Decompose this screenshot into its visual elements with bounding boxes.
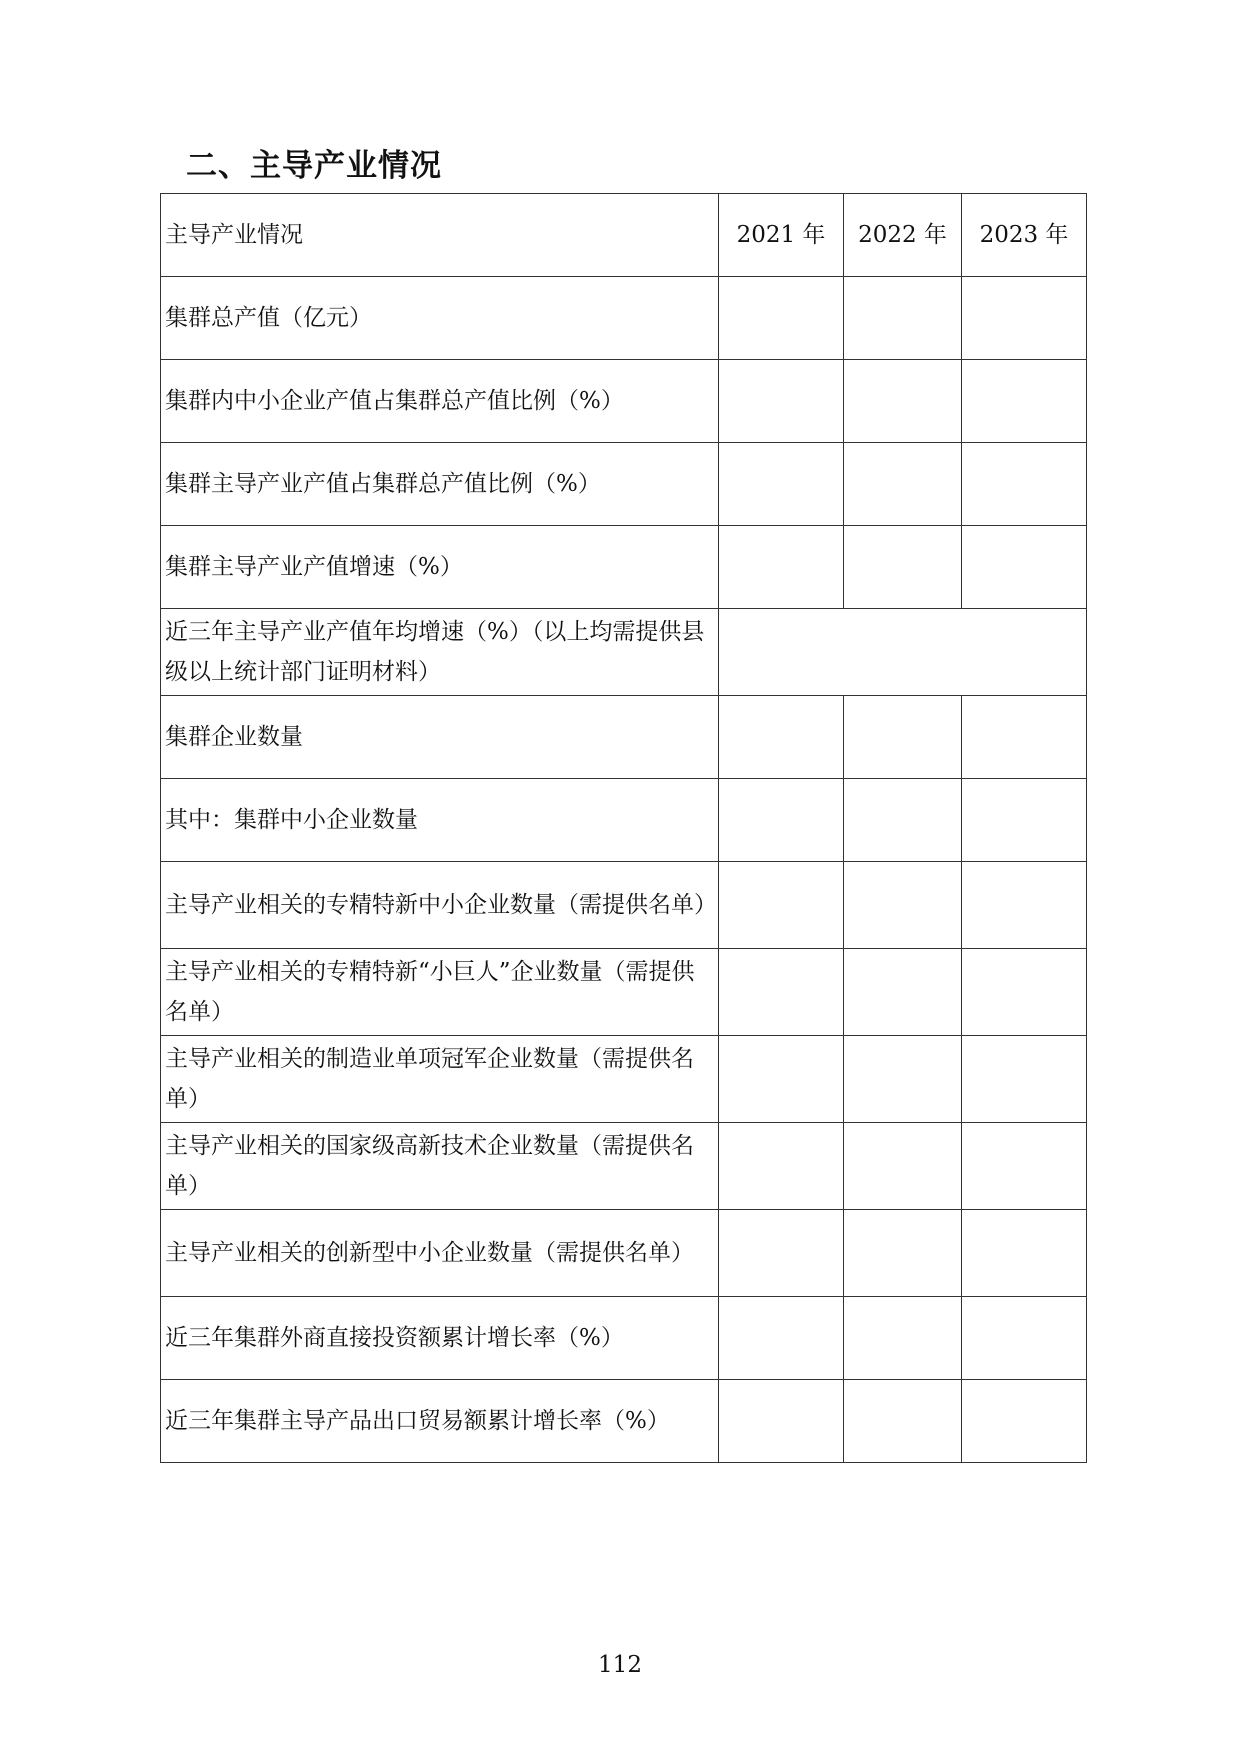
table-row xyxy=(161,1036,1087,1123)
value-cell-2021[interactable] xyxy=(719,1380,844,1463)
page-number: 112 xyxy=(598,1652,642,1678)
value-cell-2023[interactable] xyxy=(962,949,1087,1036)
table-row xyxy=(161,779,1087,862)
table-row-merged xyxy=(161,609,1087,696)
value-cell-2022[interactable] xyxy=(844,696,962,779)
value-cell-2022[interactable] xyxy=(844,779,962,862)
row-label: 近三年集群外商直接投资额累计增长率（%） xyxy=(161,1297,719,1380)
value-cell-2023[interactable] xyxy=(962,1210,1087,1297)
value-cell-2022[interactable] xyxy=(844,443,962,526)
value-cell-2021[interactable] xyxy=(719,1036,844,1123)
value-cell-2021[interactable] xyxy=(719,862,844,949)
row-label: 集群主导产业产值占集群总产值比例（%） xyxy=(161,443,719,526)
row-label: 集群总产值（亿元） xyxy=(161,277,719,360)
value-cell-2021[interactable] xyxy=(719,779,844,862)
row-label: 集群主导产业产值增速（%） xyxy=(161,526,719,609)
row-label: 集群内中小企业产值占集群总产值比例（%） xyxy=(161,360,719,443)
value-cell-2022[interactable] xyxy=(844,1380,962,1463)
table-row xyxy=(161,277,1087,360)
value-cell-2022[interactable] xyxy=(844,1036,962,1123)
value-cell-2022[interactable] xyxy=(844,360,962,443)
value-cell-2023[interactable] xyxy=(962,779,1087,862)
value-cell-2023[interactable] xyxy=(962,696,1087,779)
table-row xyxy=(161,1297,1087,1380)
value-cell-2023[interactable] xyxy=(962,862,1087,949)
value-cell-2023[interactable] xyxy=(962,360,1087,443)
header-label-cell: 主导产业情况 xyxy=(161,194,719,277)
row-label: 主导产业相关的创新型中小企业数量（需提供名单） xyxy=(161,1210,719,1297)
row-label: 其中：集群中小企业数量 xyxy=(161,779,719,862)
value-cell-2021[interactable] xyxy=(719,1297,844,1380)
value-cell-2022[interactable] xyxy=(844,1210,962,1297)
value-cell-2021[interactable] xyxy=(719,443,844,526)
value-cell-2022[interactable] xyxy=(844,526,962,609)
header-year-2022: 2022 年 xyxy=(844,194,962,277)
table-row xyxy=(161,443,1087,526)
value-cell-2023[interactable] xyxy=(962,1036,1087,1123)
value-cell-2021[interactable] xyxy=(719,526,844,609)
section-title: 二、主导产业情况 xyxy=(186,148,442,184)
row-label: 主导产业相关的制造业单项冠军企业数量（需提供名单） xyxy=(161,1036,719,1123)
table-row xyxy=(161,862,1087,949)
row-label: 主导产业相关的专精特新“小巨人”企业数量（需提供名单） xyxy=(161,949,719,1036)
value-cell-2021[interactable] xyxy=(719,1123,844,1210)
value-cell-2023[interactable] xyxy=(962,526,1087,609)
table-row xyxy=(161,696,1087,779)
value-cell-2022[interactable] xyxy=(844,1123,962,1210)
value-cell-2022[interactable] xyxy=(844,277,962,360)
row-label: 主导产业相关的专精特新中小企业数量（需提供名单） xyxy=(161,862,719,949)
value-cell-2022[interactable] xyxy=(844,862,962,949)
row-label: 主导产业相关的国家级高新技术企业数量（需提供名单） xyxy=(161,1123,719,1210)
table-row xyxy=(161,526,1087,609)
header-year-2021: 2021 年 xyxy=(719,194,844,277)
value-cell-2021[interactable] xyxy=(719,696,844,779)
header-year-2023: 2023 年 xyxy=(962,194,1087,277)
value-cell-2021[interactable] xyxy=(719,949,844,1036)
value-cell-2023[interactable] xyxy=(962,1123,1087,1210)
table-row xyxy=(161,360,1087,443)
table-row xyxy=(161,1380,1087,1463)
industry-table xyxy=(160,193,1087,1463)
value-cell-2021[interactable] xyxy=(719,1210,844,1297)
row-label: 集群企业数量 xyxy=(161,696,719,779)
value-cell-2021[interactable] xyxy=(719,360,844,443)
value-cell-2022[interactable] xyxy=(844,1297,962,1380)
value-cell-2021[interactable] xyxy=(719,277,844,360)
table-row xyxy=(161,1210,1087,1297)
table-row xyxy=(161,1123,1087,1210)
row-label: 近三年集群主导产品出口贸易额累计增长率（%） xyxy=(161,1380,719,1463)
table-row xyxy=(161,949,1087,1036)
value-cell-2022[interactable] xyxy=(844,949,962,1036)
value-cell-merged[interactable] xyxy=(719,609,1087,696)
value-cell-2023[interactable] xyxy=(962,1297,1087,1380)
table-header-row xyxy=(161,194,1087,277)
row-label: 近三年主导产业产值年均增速（%）（以上均需提供县级以上统计部门证明材料） xyxy=(161,609,719,696)
value-cell-2023[interactable] xyxy=(962,277,1087,360)
value-cell-2023[interactable] xyxy=(962,1380,1087,1463)
value-cell-2023[interactable] xyxy=(962,443,1087,526)
